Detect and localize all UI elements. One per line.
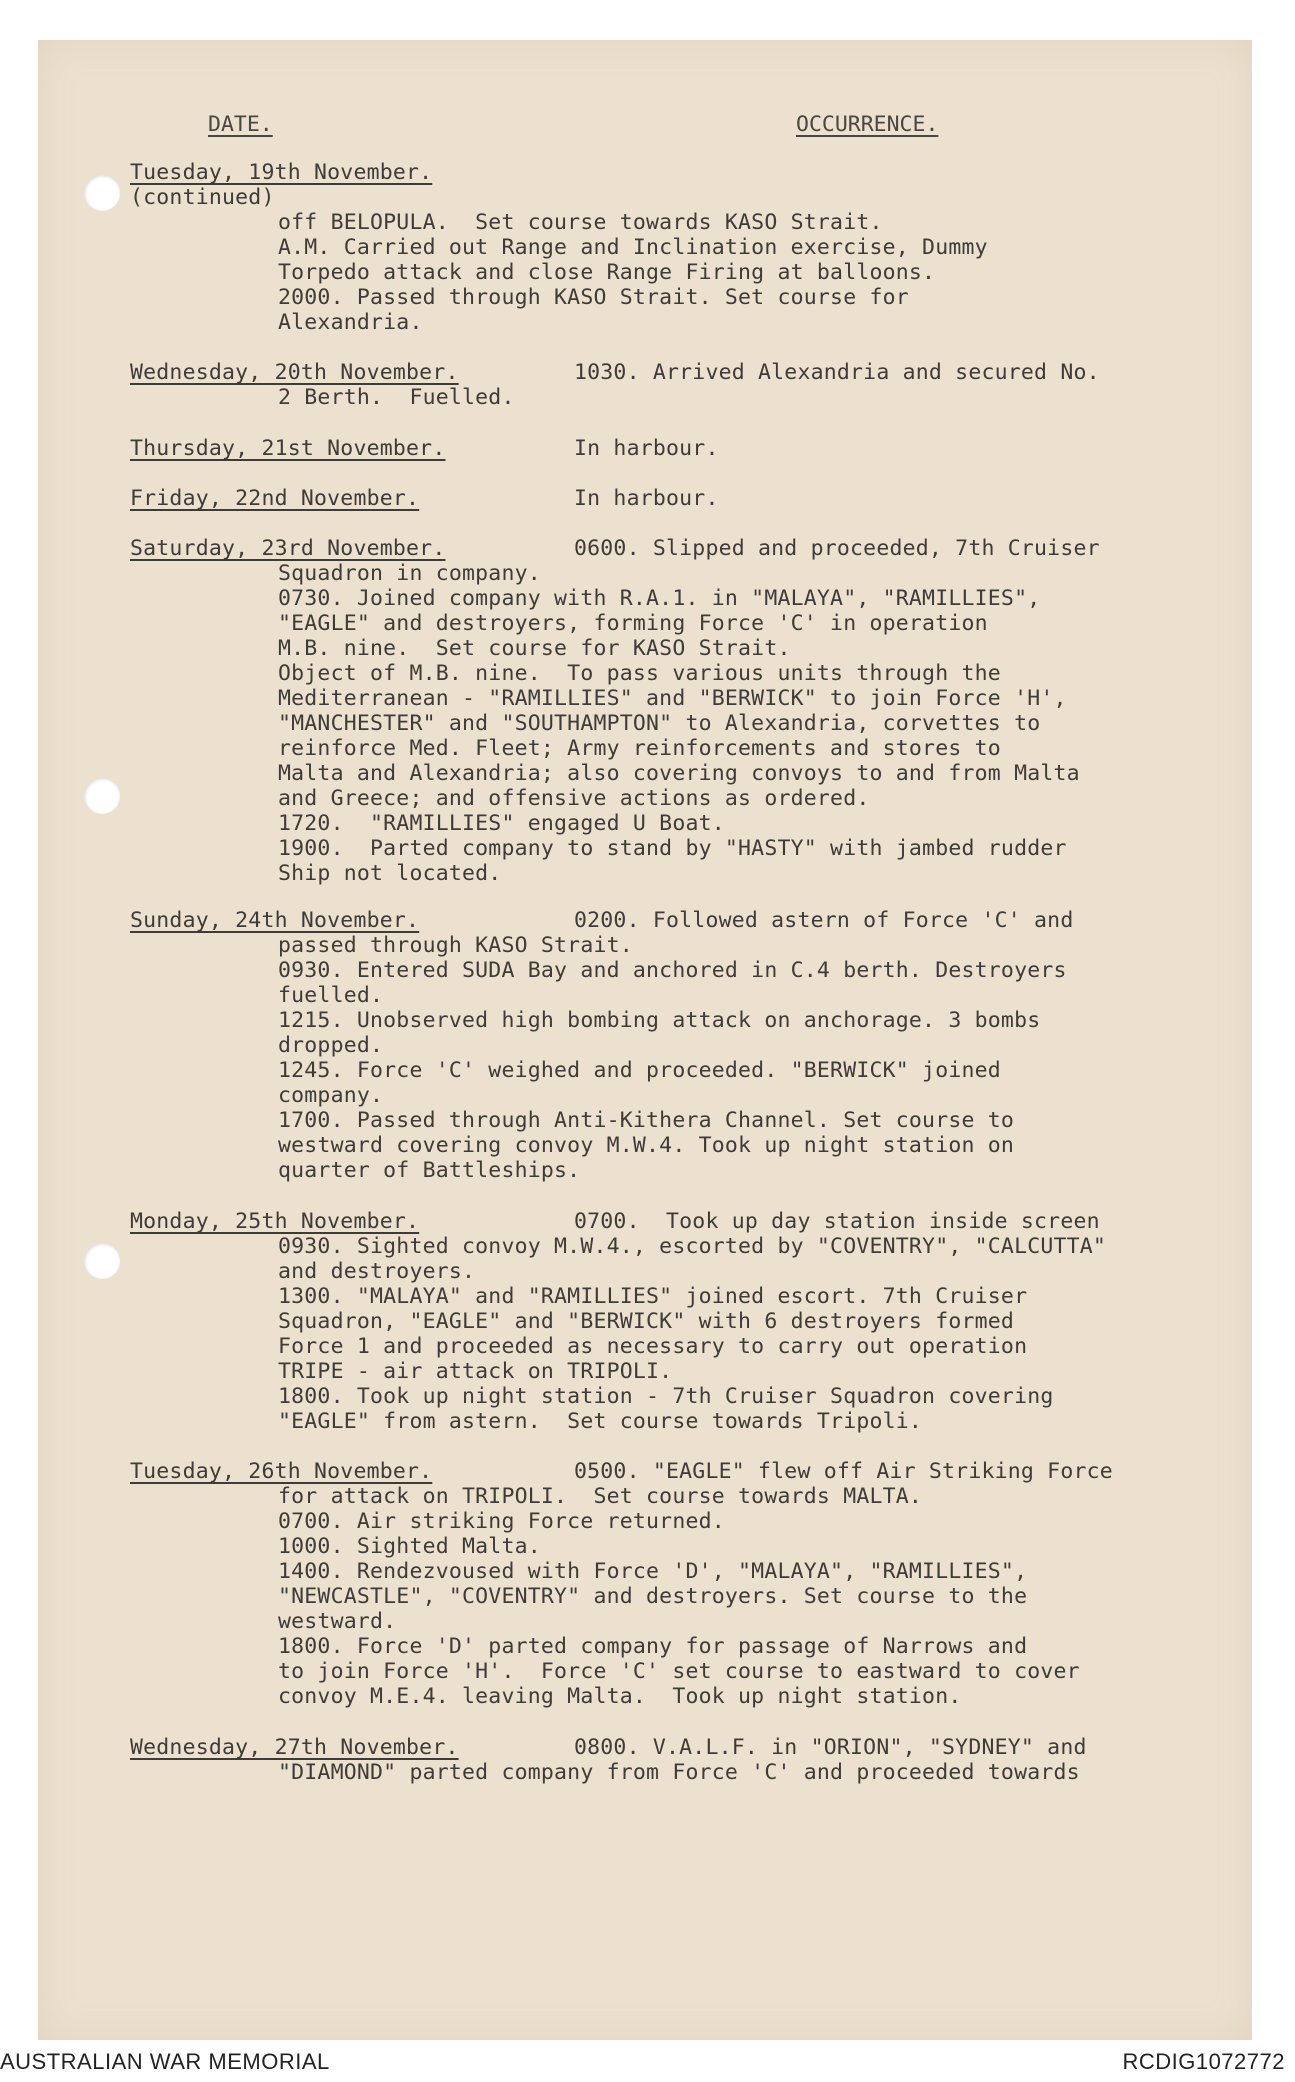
entry-line: 1900. Parted company to stand by "HASTY" with jambed rudder: [278, 836, 1067, 861]
entry-line: "NEWCASTLE", "COVENTRY" and destroyers. Set course to the: [278, 1584, 1028, 1609]
entry-line: Malta and Alexandria; also covering convoys to and from Malta: [278, 761, 1080, 786]
entry-line: 0930. Entered SUDA Bay and anchored in C.4 berth. Destroyers: [278, 958, 1067, 983]
entry-line: reinforce Med. Fleet; Army reinforcements and stores to: [278, 736, 1001, 761]
entry-line: 0730. Joined company with R.A.1. in "MALAYA", "RAMILLIES",: [278, 586, 1041, 611]
entry-line: 1245. Force 'C' weighed and proceeded. "BERWICK" joined: [278, 1058, 1001, 1083]
entry-line: convoy M.E.4. leaving Malta. Took up night station.: [278, 1684, 962, 1709]
entry-line: A.M. Carried out Range and Inclination exercise, Dummy: [278, 235, 988, 260]
entry-line: "EAGLE" and destroyers, forming Force 'C' in operation: [278, 611, 988, 636]
entry-line: dropped.: [278, 1033, 384, 1058]
entry-line: 1800. Force 'D' parted company for passage of Narrows and: [278, 1634, 1028, 1659]
entry-line: Squadron in company.: [278, 561, 541, 586]
entry-line: to join Force 'H'. Force 'C' set course to eastward to cover: [278, 1659, 1080, 1684]
entry-date: Wednesday, 27th November.: [130, 1735, 459, 1760]
entry-date: Monday, 25th November.: [130, 1209, 420, 1234]
entry-line: 0930. Sighted convoy M.W.4., escorted by "COVENTRY", "CALCUTTA": [278, 1234, 1107, 1259]
entry-text: 0200. Followed astern of Force 'C' and: [574, 908, 1074, 933]
date-column-header: DATE.: [208, 112, 273, 137]
footer-source: AUSTRALIAN WAR MEMORIAL: [0, 2049, 330, 2074]
entry-line: and Greece; and offensive actions as ordered.: [278, 786, 870, 811]
footer-id: RCDIG1072772: [1122, 2049, 1285, 2074]
entry-text: In harbour.: [574, 486, 719, 511]
entry-line: 1300. "MALAYA" and "RAMILLIES" joined escort. 7th Cruiser: [278, 1284, 1028, 1309]
entry-line: Force 1 and proceeded as necessary to carry out operation: [278, 1334, 1028, 1359]
punch-hole: [84, 778, 120, 814]
entry-line: 0700. Air striking Force returned.: [278, 1509, 725, 1534]
entry-date: Tuesday, 19th November.: [130, 160, 433, 185]
entry-text: 1030. Arrived Alexandria and secured No.: [574, 360, 1100, 385]
entry-line: passed through KASO Strait.: [278, 933, 633, 958]
entry-line: company.: [278, 1083, 384, 1108]
entry-line: M.B. nine. Set course for KASO Strait.: [278, 636, 791, 661]
entry-line: fuelled.: [278, 983, 384, 1008]
occurrence-column-header: OCCURRENCE.: [796, 112, 939, 137]
entry-text: 0500. "EAGLE" flew off Air Striking Force: [574, 1459, 1113, 1484]
entry-line: and destroyers.: [278, 1259, 476, 1284]
entry-line: westward.: [278, 1609, 397, 1634]
entry-line: 1215. Unobserved high bombing attack on anchorage. 3 bombs: [278, 1008, 1041, 1033]
entry-line: 1700. Passed through Anti-Kithera Channel. Set course to: [278, 1108, 1015, 1133]
entry-date: Thursday, 21st November.: [130, 436, 446, 461]
entry-line: Squadron, "EAGLE" and "BERWICK" with 6 destroyers formed: [278, 1309, 1015, 1334]
entry-line: 1800. Took up night station - 7th Cruiser Squadron covering: [278, 1384, 1054, 1409]
entry-line: 1400. Rendezvoused with Force 'D', "MALAYA", "RAMILLIES",: [278, 1559, 1028, 1584]
entry-line: 2 Berth. Fuelled.: [278, 385, 515, 410]
entry-line: "MANCHESTER" and "SOUTHAMPTON" to Alexandria, corvettes to: [278, 711, 1041, 736]
entry-line: 2000. Passed through KASO Strait. Set course for: [278, 285, 909, 310]
entry-line: for attack on TRIPOLI. Set course towards MALTA.: [278, 1484, 923, 1509]
entry-date: Saturday, 23rd November.: [130, 536, 446, 561]
entry-line: TRIPE - air attack on TRIPOLI.: [278, 1359, 673, 1384]
entry-line: westward covering convoy M.W.4. Took up night station on: [278, 1133, 1015, 1158]
entry-line: "EAGLE" from astern. Set course towards Tripoli.: [278, 1409, 923, 1434]
punch-hole: [84, 175, 120, 211]
entry-line: Mediterranean - "RAMILLIES" and "BERWICK" to join Force 'H',: [278, 686, 1067, 711]
entry-line: off BELOPULA. Set course towards KASO Strait.: [278, 210, 883, 235]
entry-line: 1000. Sighted Malta.: [278, 1534, 541, 1559]
entry-line: 1720. "RAMILLIES" engaged U Boat.: [278, 811, 725, 836]
entry-line: Ship not located.: [278, 861, 502, 886]
punch-hole: [84, 1243, 120, 1279]
entry-text: 0700. Took up day station inside screen: [574, 1209, 1100, 1234]
entry-date: Sunday, 24th November.: [130, 908, 420, 933]
entry-line: Object of M.B. nine. To pass various units through the: [278, 661, 1001, 686]
entry-line: "DIAMOND" parted company from Force 'C' and proceeded towards: [278, 1760, 1080, 1785]
entry-date: Wednesday, 20th November.: [130, 360, 459, 385]
entry-line: Alexandria.: [278, 310, 423, 335]
entry-text: In harbour.: [574, 436, 719, 461]
entry-line: quarter of Battleships.: [278, 1158, 581, 1183]
entry-text: 0600. Slipped and proceeded, 7th Cruiser: [574, 536, 1100, 561]
entry-text: 0800. V.A.L.F. in "ORION", "SYDNEY" and: [574, 1735, 1087, 1760]
entry-date: Friday, 22nd November.: [130, 486, 420, 511]
entry-line: Torpedo attack and close Range Firing at balloons.: [278, 260, 936, 285]
entry-date: Tuesday, 26th November.: [130, 1459, 433, 1484]
entry-note: (continued): [130, 185, 275, 210]
